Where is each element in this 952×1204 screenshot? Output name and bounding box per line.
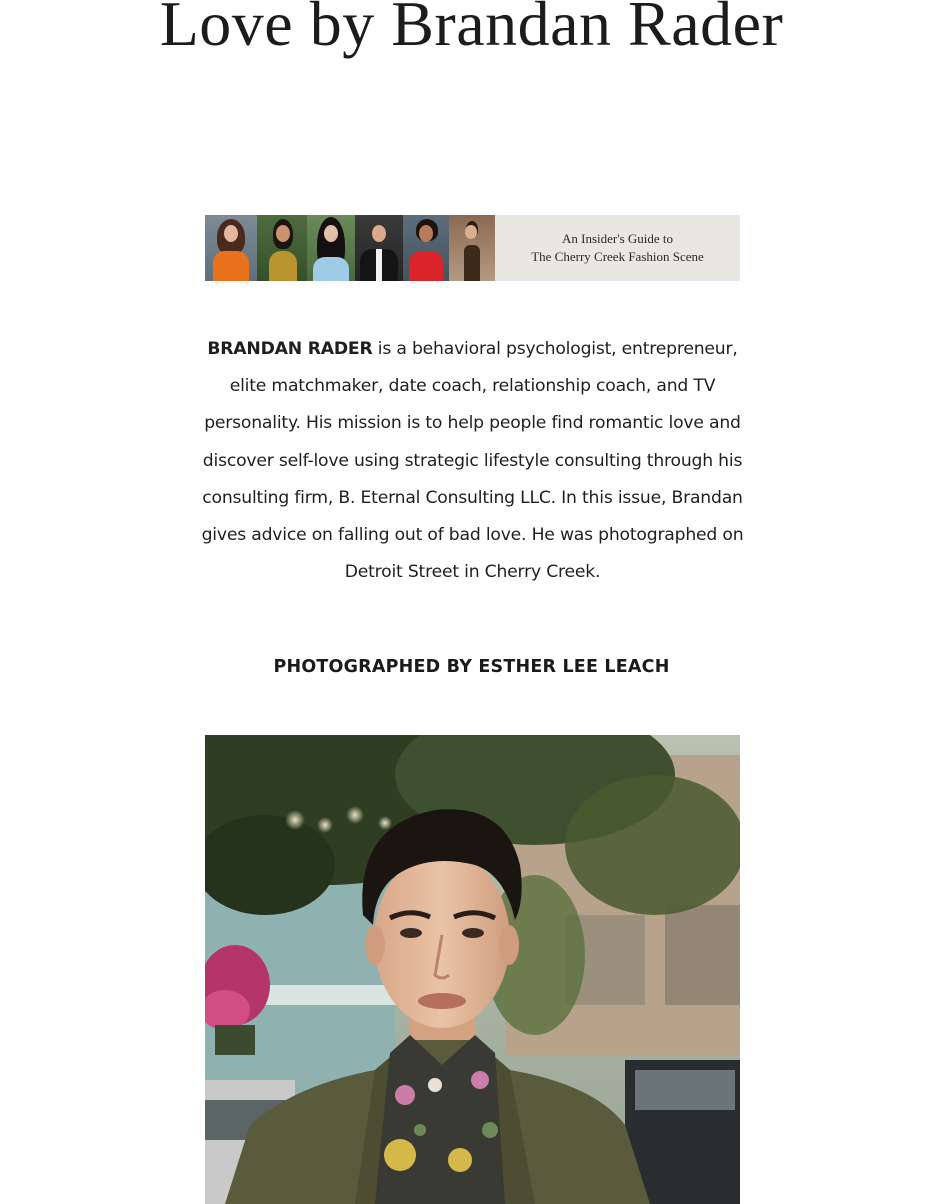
banner-portrait bbox=[449, 215, 495, 281]
banner-caption-line1: An Insider's Guide to bbox=[561, 231, 674, 246]
banner-caption bbox=[495, 215, 740, 281]
cover-banner[interactable] bbox=[205, 215, 740, 281]
banner-portrait bbox=[307, 215, 355, 281]
banner-portrait bbox=[257, 215, 307, 281]
photo-credit: PHOTOGRAPHED BY ESTHER LEE LEACH bbox=[273, 657, 670, 677]
intro-paragraph bbox=[200, 331, 745, 591]
banner-portraits bbox=[205, 215, 495, 281]
banner-portrait bbox=[355, 215, 403, 281]
intro-body: is a behavioral psychologist, entrepreneur, elite matchmaker, date coach, relationship coach, and TV personality. His mission is to help people find romantic love and discover self-love using strategic lifestyle consulting through his consulting firm, B. Eternal Consulting LLC. In this issue, Brandan gives advice on falling out of bad love. He was photographed on Detroit Street in Cherry Creek. bbox=[201, 339, 744, 583]
subject-name: BRANDAN RADER bbox=[207, 339, 373, 359]
portrait-illustration bbox=[205, 735, 740, 1204]
page-title: Love by Brandan Rader bbox=[159, 0, 784, 59]
portrait-photo bbox=[205, 735, 740, 1204]
banner-portrait bbox=[403, 215, 449, 281]
banner-caption-line2: The Cherry Creek Fashion Scene bbox=[531, 249, 704, 264]
banner-portrait bbox=[205, 215, 257, 281]
